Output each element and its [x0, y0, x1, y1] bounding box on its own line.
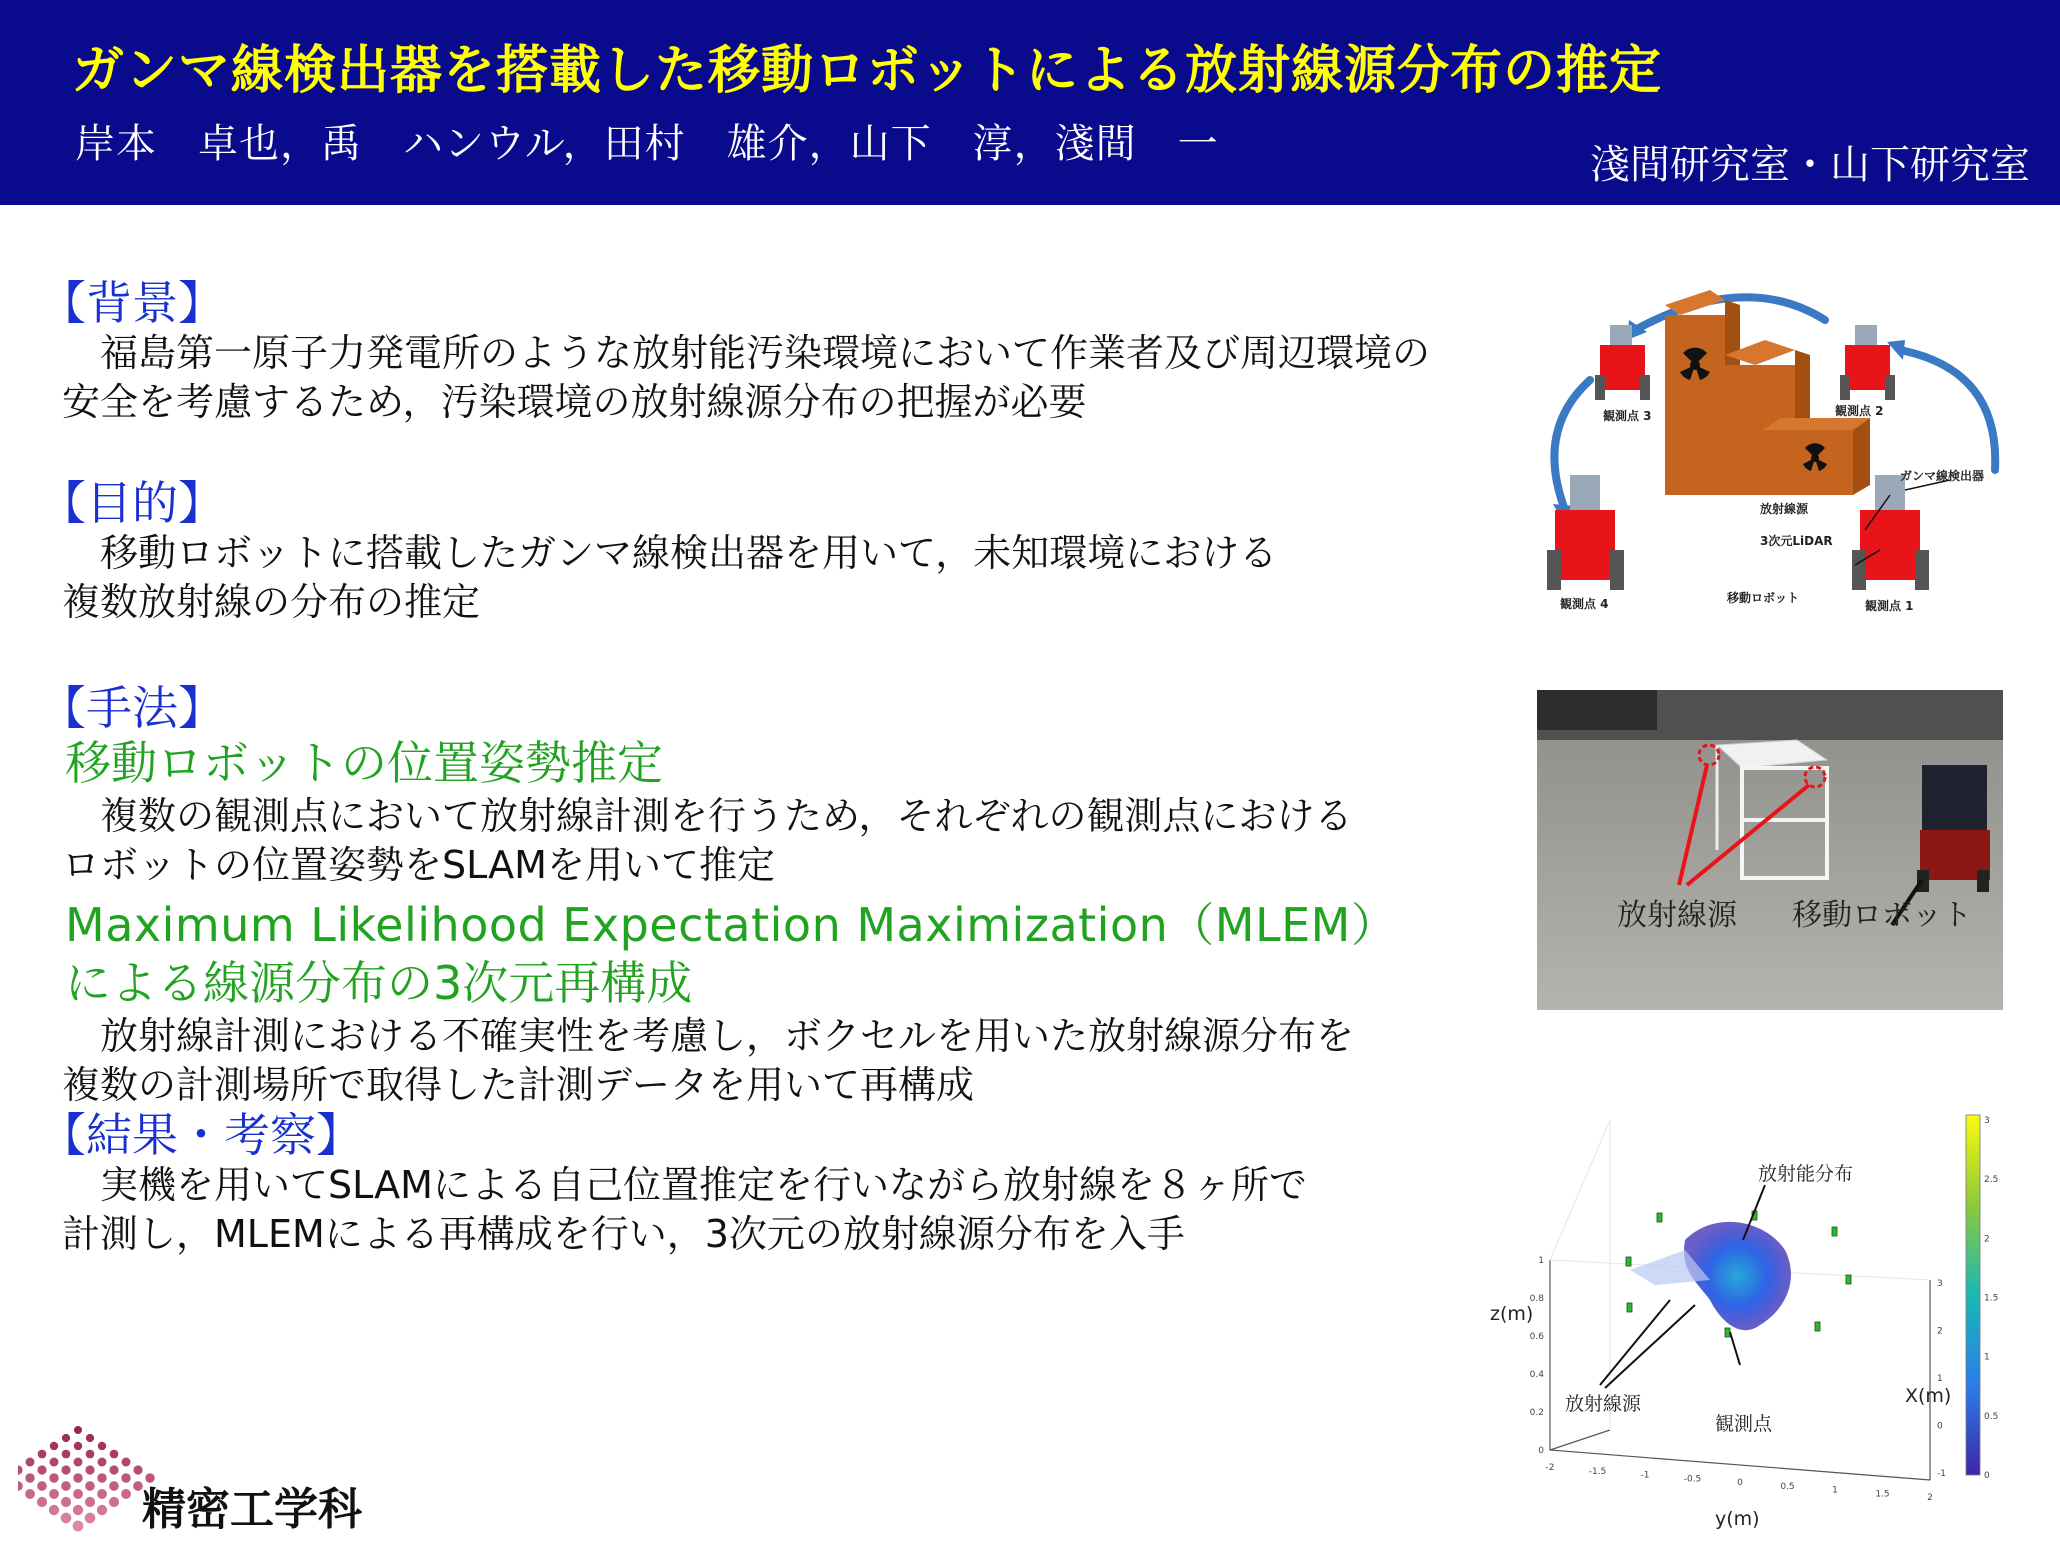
- logo-dot: [109, 1465, 118, 1474]
- y-tick-label: 0.5: [1780, 1481, 1795, 1492]
- colorbar-tick-label: 2: [1984, 1234, 1990, 1245]
- robot-label: 移動ロボット: [1727, 591, 1800, 605]
- mobile-robot-photo: [1917, 765, 1990, 892]
- observation-diagram: [1525, 280, 2025, 625]
- plot-zlabel: z(m): [1490, 1303, 1534, 1325]
- logo-dot: [73, 1489, 83, 1499]
- plot-xlabel: X(m): [1905, 1385, 1952, 1407]
- logo-dot: [74, 1426, 82, 1434]
- y-tick-label: 1.5: [1875, 1489, 1890, 1500]
- x-tick-label: 3: [1937, 1279, 1943, 1289]
- z-tick-label: 0.4: [1529, 1370, 1544, 1380]
- background-heading: 【背景】: [40, 276, 224, 330]
- method-heading: 【手法】: [40, 681, 224, 735]
- method-subheading-slam: 移動ロボットの位置姿勢推定: [65, 735, 663, 790]
- purpose-text-line1: 移動ロボットに搭載したガンマ線検出器を用いて，未知環境における: [100, 530, 1278, 575]
- robot-obs3: [1595, 325, 1650, 400]
- x-tick-label: 2: [1937, 1326, 1943, 1337]
- logo-dot: [121, 1489, 131, 1499]
- photo-furniture: [1537, 690, 1657, 730]
- y-tick-label: -1: [1640, 1470, 1650, 1481]
- logo-dot: [86, 1450, 95, 1459]
- lab-name: 淺間研究室・山下研究室: [1590, 142, 2030, 188]
- logo-dot: [49, 1473, 58, 1482]
- logo-dot: [25, 1489, 35, 1499]
- obs4-label: 観測点 4: [1560, 597, 1609, 611]
- section-results: [40, 1110, 1307, 1259]
- z-tick-label: 0.8: [1529, 1294, 1544, 1304]
- y-tick-labels: [1546, 1463, 1933, 1503]
- photo-robot-label: 移動ロボット: [1792, 898, 1972, 933]
- logo-dot: [62, 1434, 70, 1442]
- logo-dot: [86, 1434, 94, 1442]
- z-tick-label: 1: [1538, 1256, 1544, 1266]
- x-tick-label: 1: [1937, 1374, 1943, 1384]
- source-label: 放射線源: [1760, 502, 1809, 516]
- colorbar-tick-label: 0.5: [1984, 1411, 1999, 1422]
- purpose-heading: 【目的】: [40, 476, 224, 530]
- logo-dot: [85, 1513, 96, 1524]
- logo-dot: [85, 1497, 95, 1507]
- robot-obs2: [1840, 325, 1895, 400]
- y-tick-label: -0.5: [1683, 1474, 1702, 1485]
- z-tick-label: 0.2: [1529, 1408, 1544, 1418]
- logo-dot: [61, 1497, 71, 1507]
- logo-dot: [61, 1465, 70, 1474]
- section-background: [40, 278, 1430, 427]
- mlem-3d-plot: [1440, 1110, 2000, 1530]
- logo-dot: [26, 1458, 35, 1467]
- plot-source-label: 放射線源: [1565, 1393, 1642, 1415]
- logo-dot: [73, 1505, 83, 1515]
- logo-dot: [37, 1481, 47, 1491]
- logo-dot: [73, 1521, 84, 1532]
- colorbar-tick-label: 2.5: [1984, 1175, 1999, 1186]
- obs2-label: 観測点 2: [1835, 404, 1884, 418]
- logo-dot: [74, 1442, 82, 1450]
- results-text-line1: 実機を用いてSLAMによる自己位置推定を行いながら放射線を８ヶ所で: [100, 1162, 1307, 1207]
- logo-dot: [49, 1489, 59, 1499]
- method-slam-line1: 複数の観測点において放射線計測を行うため，それぞれの観測点における: [100, 793, 1353, 838]
- method-mlem-line1: 放射線計測における不確実性を考慮し，ボクセルを用いた放射線源分布を: [100, 1013, 1355, 1058]
- logo-dot: [50, 1458, 59, 1467]
- logo-dot-grid: [18, 1426, 155, 1531]
- section-purpose: [40, 478, 1277, 627]
- background-text-line1: 福島第一原子力発電所のような放射能汚染環境において作業者及び周辺環境の: [100, 330, 1431, 375]
- robot-obs1: [1852, 475, 1929, 590]
- authors: 岸本 卓也，禹 ハンウル，田村 雄介，山下 淳，淺間 一: [75, 121, 1219, 167]
- x-tick-labels: [1937, 1279, 1946, 1479]
- logo-dot: [85, 1465, 94, 1474]
- obs3-label: 観測点 3: [1603, 409, 1652, 423]
- department-name: 精密工学科: [142, 1484, 362, 1535]
- logo-dot: [97, 1473, 106, 1482]
- colorbar-tick-label: 3: [1984, 1116, 1990, 1126]
- colorbar-tick-label: 1: [1984, 1352, 1990, 1363]
- logo-dot: [121, 1473, 130, 1482]
- y-tick-label: -2: [1545, 1463, 1555, 1473]
- logo-dot: [25, 1473, 34, 1482]
- background-text-line2: 安全を考慮するため，汚染環境の放射線源分布の把握が必要: [62, 379, 1087, 424]
- logo-dot: [74, 1458, 83, 1467]
- header-banner: [0, 0, 2060, 205]
- section-method: [40, 683, 1397, 1110]
- logo-dot: [61, 1481, 71, 1491]
- logo-dot: [61, 1513, 72, 1524]
- method-subheading-mlem: Maximum Likelihood Expectation Maximization（MLEM）: [65, 897, 1398, 952]
- logo-dot: [62, 1450, 71, 1459]
- y-tick-label: 2: [1927, 1493, 1933, 1503]
- plot-ylabel: y(m): [1715, 1508, 1760, 1530]
- logo-dot: [110, 1450, 119, 1459]
- y-tick-label: 1: [1832, 1485, 1838, 1496]
- y-tick-label: -1.5: [1588, 1466, 1607, 1477]
- method-mlem-line2: 複数の計測場所で取得した計測データを用いて再構成: [62, 1062, 975, 1107]
- method-subheading-mlem-line2: による線源分布の3次元再構成: [65, 955, 693, 1010]
- x-tick-label: 0: [1937, 1421, 1943, 1432]
- plot-dist-label: 放射能分布: [1758, 1163, 1854, 1185]
- logo-dot: [98, 1458, 107, 1467]
- radiation-source-boxes: [1665, 290, 1870, 495]
- y-tick-label: 0: [1737, 1478, 1743, 1488]
- logo-dot: [38, 1450, 47, 1459]
- logo-dot: [50, 1442, 58, 1450]
- logo-dot: [18, 1481, 23, 1491]
- logo-dot: [109, 1481, 119, 1491]
- plot-obs-label: 観測点: [1715, 1413, 1773, 1435]
- logo-dot: [37, 1465, 46, 1474]
- logo-dot: [122, 1458, 131, 1467]
- poster-title: ガンマ線検出器を搭載した移動ロボットによる放射線源分布の推定: [72, 41, 1663, 101]
- x-tick-label: -1: [1937, 1469, 1946, 1479]
- colorbar: [1966, 1115, 1980, 1475]
- colorbar-tick-label: 0: [1984, 1471, 1990, 1481]
- photo-source-label: 放射線源: [1617, 898, 1737, 933]
- logo-dot: [98, 1442, 106, 1450]
- z-tick-label: 0: [1538, 1446, 1544, 1456]
- detector-label: ガンマ線検出器: [1900, 469, 1985, 483]
- colorbar-tick-labels: [1984, 1116, 1998, 1481]
- results-heading: 【結果・考察】: [40, 1108, 362, 1162]
- logo-dot: [73, 1473, 82, 1482]
- method-slam-line2: ロボットの位置姿勢をSLAMを用いて推定: [62, 842, 775, 887]
- obs1-label: 観測点 1: [1865, 599, 1914, 613]
- z-tick-labels: [1530, 1256, 1545, 1456]
- logo-dot: [49, 1505, 59, 1515]
- lidar-label: 3次元LiDAR: [1760, 534, 1833, 548]
- logo-dot: [97, 1489, 107, 1499]
- colorbar-tick-label: 1.5: [1984, 1293, 1999, 1304]
- logo-dot: [109, 1497, 119, 1507]
- logo-dot: [85, 1481, 95, 1491]
- z-tick-label: 0.6: [1529, 1332, 1544, 1342]
- logo-dot: [37, 1497, 47, 1507]
- experiment-photo: [1537, 690, 2003, 1010]
- results-text-line2: 計測し，MLEMによる再構成を行い，3次元の放射線源分布を入手: [62, 1211, 1185, 1256]
- logo-dot: [18, 1465, 23, 1474]
- purpose-text-line2: 複数放射線の分布の推定: [62, 579, 481, 624]
- logo-dot: [97, 1505, 107, 1515]
